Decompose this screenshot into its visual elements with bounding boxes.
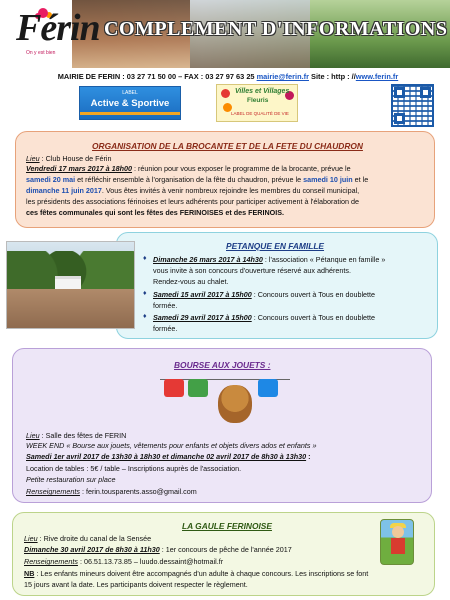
aes-small-text: LABEL <box>122 90 138 96</box>
active-sportive-label <box>79 86 181 120</box>
petanque-item-3-line-2: formée. <box>153 324 178 333</box>
bourse-resto: Petite restauration sur place <box>26 475 116 484</box>
gaule-date: Dimanche 30 avril 2017 de 8h30 à 11h30 : 1er concours de pêche de l'année 2017 <box>24 545 292 554</box>
vvf-line2: Fleuris <box>247 97 269 104</box>
vvf-line3: LABEL DE QUALITÉ DE VIE <box>231 111 289 116</box>
clothing-icon <box>188 379 208 397</box>
ferin-logo[interactable] <box>0 0 100 68</box>
body <box>391 538 405 554</box>
bourse-location: Location de tables : 5€ / table – Inscriptions auprès de l'association. <box>26 464 242 473</box>
petanque-title: PETANQUE EN FAMILLE <box>226 241 325 251</box>
logo-text: Férin <box>16 7 100 49</box>
website-link[interactable]: www.ferin.fr <box>355 72 399 81</box>
gaule-contact-link[interactable]: : 06.51.13.73.85 – luudo.dessaint@hotmail.fr <box>77 557 224 566</box>
qr-corner <box>420 87 431 98</box>
gaule-renseignements: Renseignements : 06.51.13.73.85 – luudo.dessaint@hotmail.fr <box>24 557 224 566</box>
clothing-icon <box>258 379 278 397</box>
qr-corner <box>394 87 405 98</box>
aes-stripe <box>80 112 180 115</box>
brocante-line-3: dimanche 11 juin 2017. Vous êtes invités à venir nombreux rejoindre les membres du conseil municipal, <box>26 186 360 195</box>
bourse-renseignements: Renseignements : ferin.tousparents.asso@gmail.com <box>26 487 197 496</box>
brocante-line-2: samedi 20 mai et réfléchir ensemble à l'organisation de la fête du chaudron, prévue le samedi 10 juin et le <box>26 175 369 184</box>
brocante-title: ORGANISATION DE LA BROCANTE ET DE LA FETE DU CHAUDRON <box>92 141 363 151</box>
clothing-icon <box>164 379 184 397</box>
qr-corner <box>394 113 405 124</box>
gaule-nb-line-2: 15 jours avant la date. Les participants doivent respecter le règlement. <box>24 580 248 589</box>
gaule-nb-line-1: NB : Les enfants mineurs doivent être accompagnés d'un adulte à chaque concours. Les inscriptions se font <box>24 569 369 578</box>
email-link[interactable]: mairie@ferin.fr <box>256 72 309 81</box>
brocante-line-1: Vendredi 17 mars 2017 à 18h00 : réunion pour vous exposer le programme de la brocante, prévue le <box>26 164 351 173</box>
site-label: Site : http : // <box>308 72 356 81</box>
toys-illustration <box>160 373 290 425</box>
petanque-item-2-line-1: Samedi 15 avril 2017 à 15h00 : Concours ouvert à Tous en doublette <box>153 290 376 299</box>
brocante-line-4: les présidents des associations férinoises et leurs adhérents pour participer activement à l'élaboration de <box>26 197 359 206</box>
photo-ground <box>7 289 134 328</box>
logo-tagline: On y est bien <box>26 50 56 56</box>
page-title: COMPLEMENT D'INFORMATIONS <box>104 18 448 40</box>
contact-line <box>8 72 448 81</box>
brocante-line-5: ces fêtes communales qui sont les fêtes des FERINOISES et des FERINOIS. <box>26 208 285 217</box>
petanque-item-2-line-2: formée. <box>153 301 178 310</box>
petanque-item-3-line-1: Samedi 29 avril 2017 à 15h00 : Concours ouvert à Tous en doublette <box>153 313 376 322</box>
bourse-title: BOURSE AUX JOUETS : <box>174 360 271 370</box>
petanque-item-1-line-3: Rendez-vous au chalet. <box>153 277 229 286</box>
bourse-dates: Samedi 1er avril 2017 de 13h30 à 18h30 et dimanche 02 avril 2017 de 8h30 à 13h30 : <box>26 452 311 461</box>
villes-villages-fleuris-label <box>216 84 298 122</box>
petanque-item-1-line-1: Dimanche 26 mars 2017 à 14h30 : l'association « Pétanque en famille » <box>153 255 386 264</box>
bourse-lieu: Lieu : Salle des fêtes de FERIN <box>26 431 127 440</box>
aes-title: Active & Sportive <box>90 98 170 109</box>
photo-tent <box>55 276 81 290</box>
qr-code-icon[interactable] <box>391 84 434 127</box>
petanque-photo <box>6 241 135 329</box>
vvf-line1: Villes et Villages <box>235 88 290 95</box>
contact-phone-fax: MAIRIE DE FERIN : 03 27 71 50 00 – FAX : 03 27 97 63 25 <box>57 72 257 81</box>
fishing-child-icon <box>380 519 414 565</box>
head <box>392 526 404 538</box>
header-banner <box>0 0 450 68</box>
bourse-email-link[interactable]: : ferin.tousparents.asso@gmail.com <box>79 487 197 496</box>
bourse-weekend: WEEK END « Bourse aux jouets, vêtements pour enfants et objets divers ados et enfants » <box>26 441 317 450</box>
gaule-title: LA GAULE FERINOISE <box>182 521 272 531</box>
teddy-bear-icon <box>218 385 252 423</box>
flower-icon <box>221 89 230 98</box>
bullet-icon: ♦ <box>143 290 147 297</box>
bullet-icon: ♦ <box>143 313 147 320</box>
brocante-lieu: Lieu : Club House de Férin <box>26 154 112 163</box>
bullet-icon: ♦ <box>143 255 147 262</box>
petanque-item-1-line-2: vous invite à son concours d'ouverture réservé aux adhérents. <box>153 266 351 275</box>
gaule-lieu: Lieu : Rive droite du canal de la Sensée <box>24 534 152 543</box>
